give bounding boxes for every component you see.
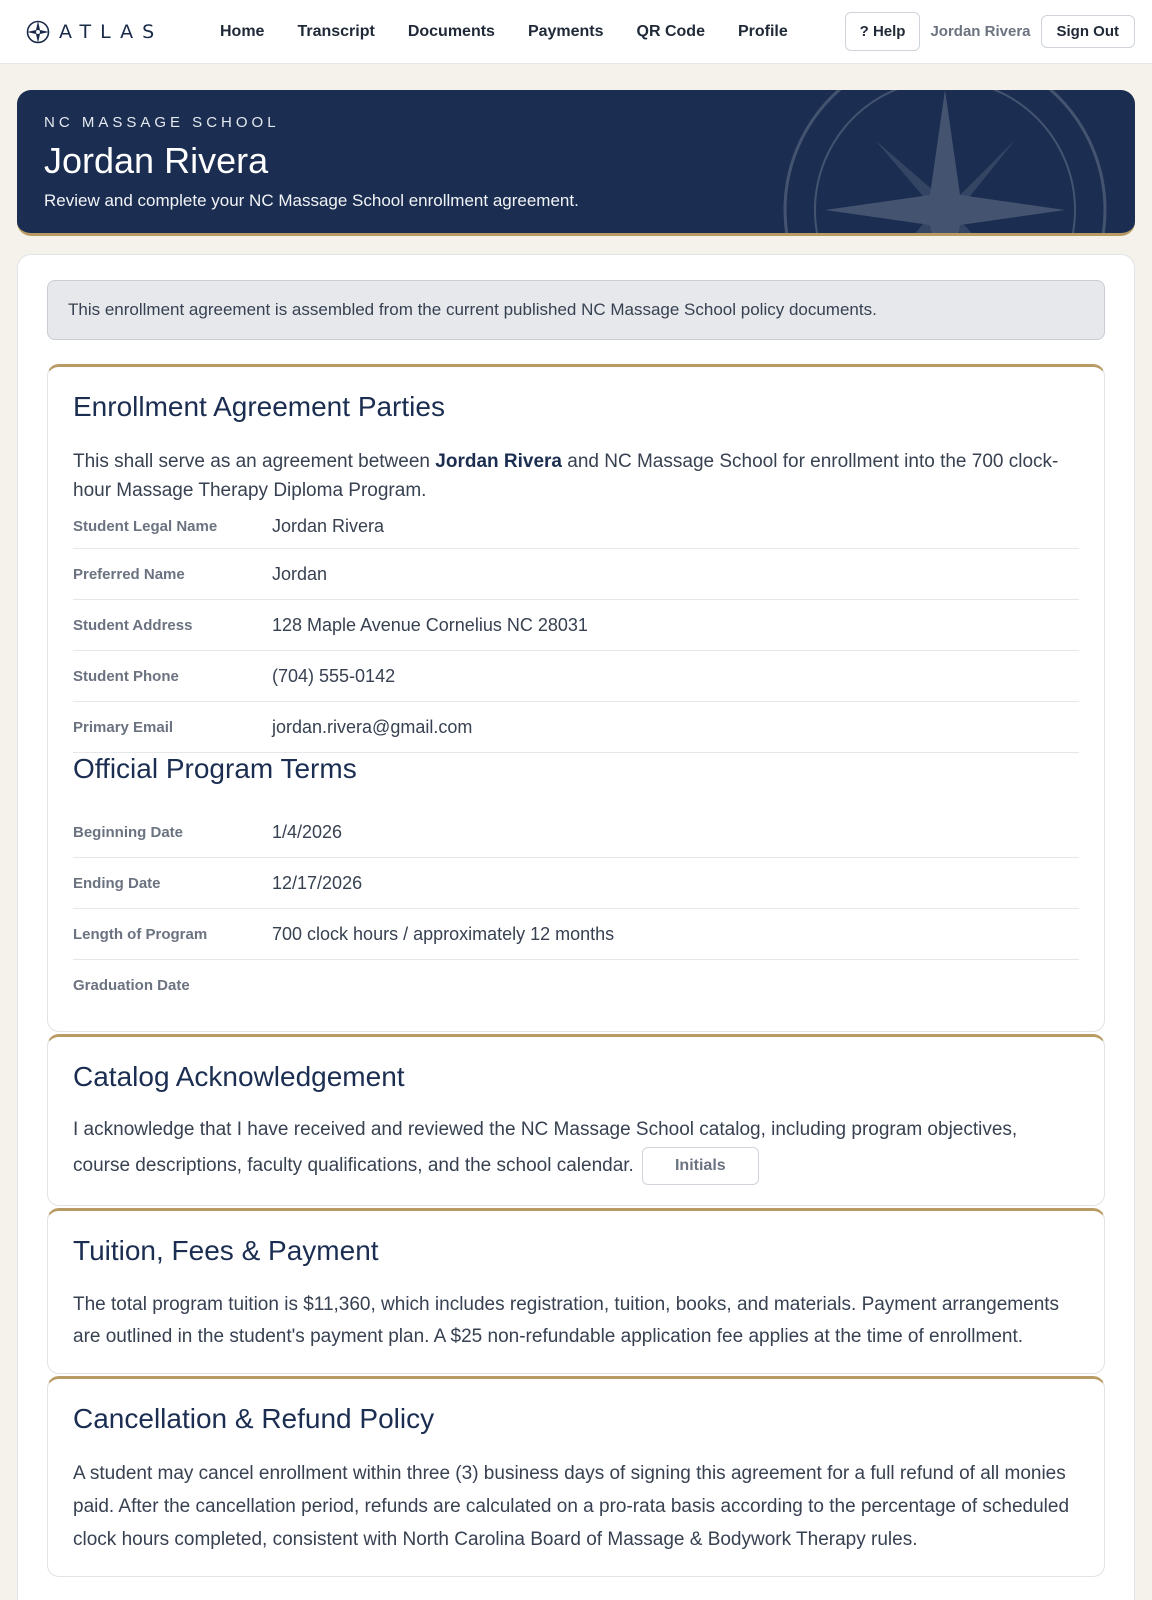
policy-notice: This enrollment agreement is assembled from the current published NC Massage School policy documents. <box>47 280 1105 340</box>
field-row <box>73 651 1079 702</box>
nav-right <box>845 12 1135 51</box>
field-label: Length of Program <box>73 925 208 943</box>
current-user-name: Jordan Rivera <box>930 23 1031 40</box>
field-row <box>73 909 1079 960</box>
help-button[interactable]: ? Help <box>845 12 921 51</box>
hero-subtitle: Review and complete your NC Massage School enrollment agreement. <box>44 191 579 210</box>
parties-text-before: This shall serve as an agreement between <box>73 451 436 472</box>
nav-link-profile[interactable]: Profile <box>737 22 788 40</box>
field-label: Student Address <box>73 616 193 634</box>
field-row <box>73 505 1079 549</box>
field-value: 12/17/2026 <box>272 872 363 893</box>
sign-out-button[interactable]: Sign Out <box>1041 15 1136 48</box>
field-label: Preferred Name <box>73 565 185 583</box>
nav-link-home[interactable]: Home <box>220 22 265 40</box>
section-refund <box>47 1376 1105 1577</box>
field-label: Beginning Date <box>73 823 184 841</box>
field-row <box>73 858 1079 909</box>
hero-banner <box>17 90 1135 236</box>
nav-link-documents[interactable]: Documents <box>407 22 495 40</box>
nav-link-payments[interactable]: Payments <box>527 22 604 40</box>
section-title-parties: Enrollment Agreement Parties <box>73 391 445 422</box>
initials-button[interactable]: Initials <box>642 1147 759 1185</box>
field-label: Primary Email <box>73 718 174 736</box>
section-title-tuition: Tuition, Fees & Payment <box>73 1235 379 1266</box>
top-navigation <box>0 0 1152 64</box>
tuition-text: The total program tuition is $11,360, which includes registration, tuition, books, and materials. Payment arrangements are outlined in the student's payment plan. A $25 non-refundable application fee applies at the time of enrollment. <box>73 1294 1060 1347</box>
section-title-catalog: Catalog Acknowledgement <box>73 1061 405 1092</box>
field-value: Jordan <box>272 563 328 584</box>
parties-student-name: Jordan Rivera <box>435 451 562 472</box>
section-title-refund: Cancellation & Refund Policy <box>73 1403 435 1434</box>
field-row <box>73 600 1079 651</box>
field-value: jordan.rivera@gmail.com <box>272 716 473 737</box>
catalog-text <box>73 1113 1079 1185</box>
field-label: Student Legal Name <box>73 518 218 535</box>
field-value: (704) 555-0142 <box>272 665 396 686</box>
section-tuition <box>47 1208 1105 1374</box>
section-title-terms: Official Program Terms <box>73 753 357 784</box>
brand-name: ATLAS <box>59 20 164 43</box>
hero-school-name: NC MASSAGE SCHOOL <box>44 114 280 131</box>
compass-icon <box>26 20 50 44</box>
field-row <box>73 549 1079 600</box>
refund-text: A student may cancel enrollment within three (3) business days of signing this agreement for a full refund of all monies paid. After the cancellation period, refunds are calculated on a pro-rata basis according to the percentage of scheduled clock hours completed, consistent with North Carolina Board of Massage & Bodywork Therapy rules. <box>73 1463 1070 1550</box>
field-label: Student Phone <box>73 667 179 685</box>
nav-link-qr-code[interactable]: QR Code <box>636 22 705 40</box>
field-value: 128 Maple Avenue Cornelius NC 28031 <box>272 614 588 635</box>
nav-link-transcript[interactable]: Transcript <box>297 22 375 40</box>
field-label: Graduation Date <box>73 977 190 994</box>
field-label: Ending Date <box>73 874 161 892</box>
parties-text-after: and NC Massage School for enrollment into the 700 clock-hour Massage Therapy Diploma Program. <box>73 451 1059 501</box>
field-value: Jordan Rivera <box>272 516 385 536</box>
compass-watermark-icon <box>775 90 1115 236</box>
nav-links <box>220 23 821 41</box>
field-value: 1/4/2026 <box>272 821 343 842</box>
field-row <box>73 807 1079 858</box>
catalog-text-body: I acknowledge that I have received and reviewed the NC Massage School catalog, including program objectives, course descriptions, faculty qualifications, and the school calendar. <box>73 1119 1018 1177</box>
hero-title: Jordan Rivera <box>44 140 269 181</box>
agreement-card <box>17 254 1135 1600</box>
section-parties <box>47 364 1105 1032</box>
parties-text <box>73 447 1079 505</box>
field-value: 700 clock hours / approximately 12 months <box>272 923 615 944</box>
brand-logo[interactable] <box>26 20 196 44</box>
field-row <box>73 960 1079 1011</box>
section-catalog <box>47 1034 1105 1206</box>
